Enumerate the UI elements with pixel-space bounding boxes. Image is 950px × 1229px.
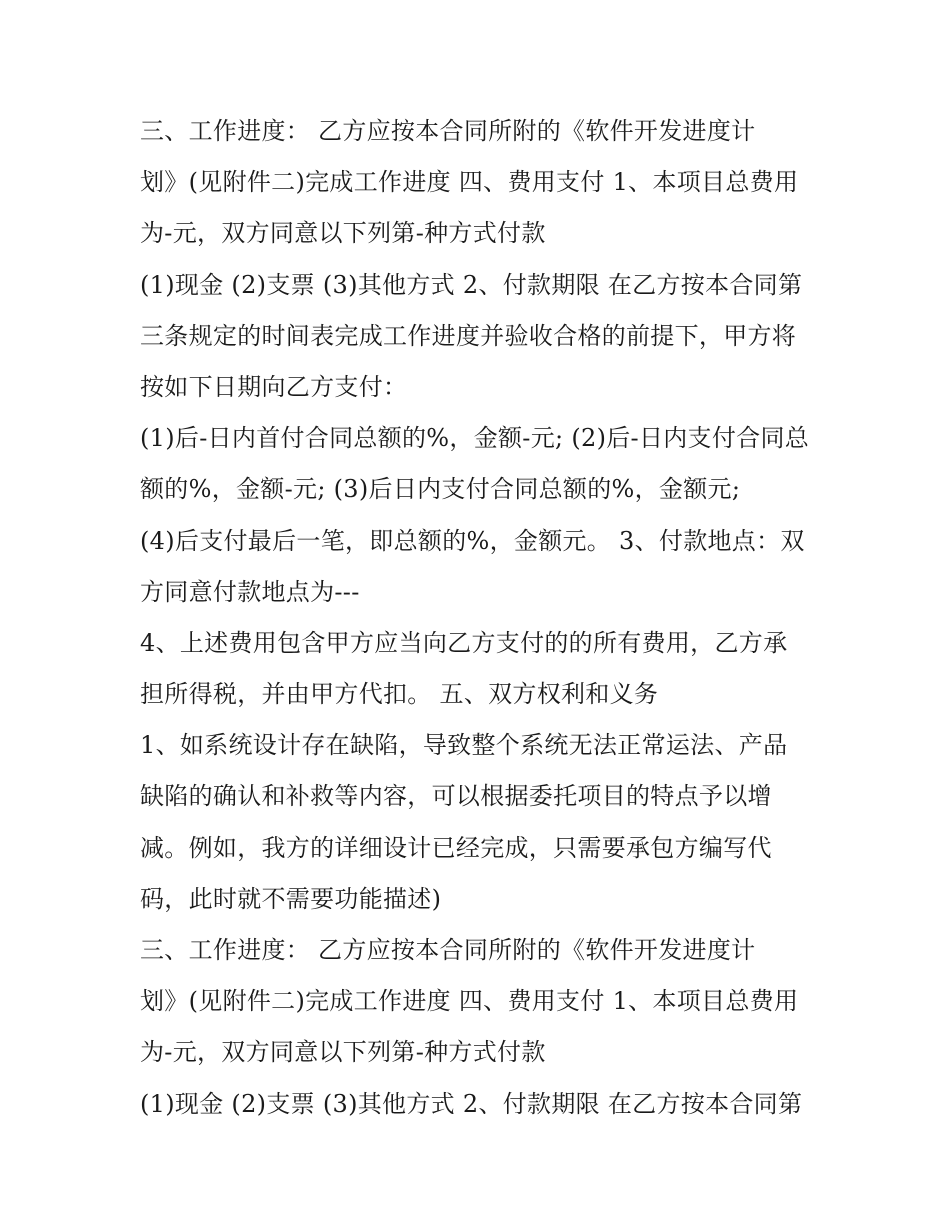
text-line: (1)现金 (2)支票 (3)其他方式 2、付款期限 在乙方按本合同第	[140, 270, 803, 299]
text-line: 码，此时就不需要功能描述)	[140, 884, 442, 913]
contract-text-block	[140, 106, 840, 1130]
text-line: 三、工作进度： 乙方应按本合同所附的《软件开发进度计	[140, 117, 756, 145]
text-line: 担所得税，并由甲方代扣。 五、双方权利和义务	[140, 680, 659, 709]
text-line: 为-元，双方同意以下列第-种方式付款	[140, 219, 546, 248]
text-line: 4、上述费用包含甲方应当向乙方支付的的所有费用，乙方承	[140, 628, 788, 657]
text-line: 按如下日期向乙方支付：	[140, 372, 408, 401]
text-line: 三条规定的时间表完成工作进度并验收合格的前提下，甲方将	[140, 321, 797, 350]
text-line: (1)后-日内首付合同总额的%，金额-元; (2)后-日内支付合同总	[140, 424, 810, 453]
text-line: 减。例如，我方的详细设计已经完成，只需要承包方编写代	[140, 833, 772, 862]
text-line: 划》(见附件二)完成工作进度 四、费用支付 1、本项目总费用	[140, 987, 799, 1016]
text-line: (4)后支付最后一笔，即总额的%，金额元。 3、付款地点：双	[140, 526, 805, 555]
text-line: 为-元，双方同意以下列第-种方式付款	[140, 1038, 546, 1067]
text-line: 缺陷的确认和补救等内容，可以根据委托项目的特点予以增	[140, 782, 772, 811]
text-line: 三、工作进度： 乙方应按本合同所附的《软件开发进度计	[140, 936, 756, 964]
text-line: (1)现金 (2)支票 (3)其他方式 2、付款期限 在乙方按本合同第	[140, 1089, 803, 1118]
text-line: 1、如系统设计存在缺陷，导致整个系统无法正常运法、产品	[140, 731, 788, 760]
text-line: 方同意付款地点为---	[140, 577, 360, 606]
text-line: 额的%，金额-元; (3)后日内支付合同总额的%，金额元;	[140, 475, 741, 504]
text-line: 划》(见附件二)完成工作进度 四、费用支付 1、本项目总费用	[140, 168, 799, 197]
